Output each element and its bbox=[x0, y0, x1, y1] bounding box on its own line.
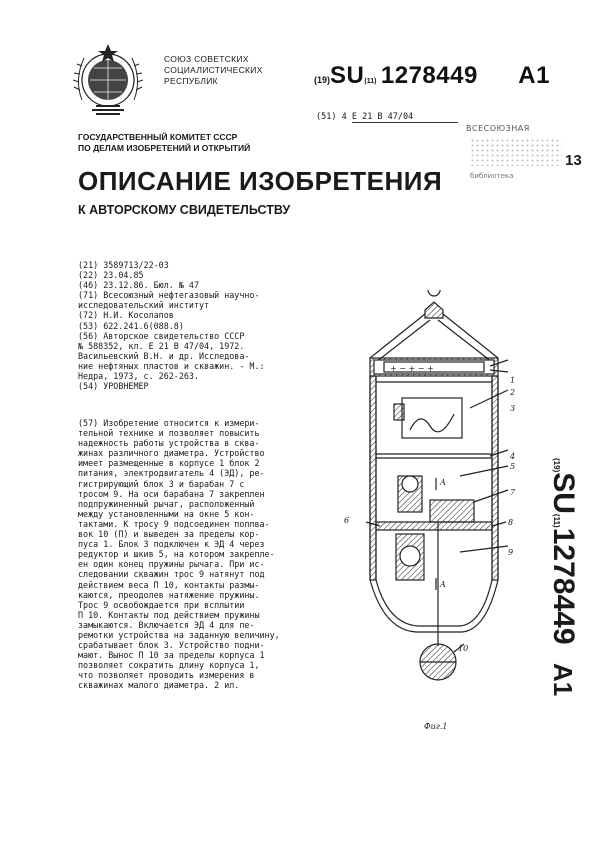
biblio-line: ние нефтяных пластов и скважин. - М.: bbox=[78, 360, 265, 371]
abstract-line: Трос 9 освобождается при всплытии bbox=[78, 599, 245, 610]
country-name bbox=[164, 54, 263, 87]
ipc-value: E 21 B 47/04 bbox=[352, 112, 458, 123]
drawing-label: 5 bbox=[510, 462, 516, 471]
org-line: СОЮЗ СОВЕТСКИХ bbox=[164, 54, 249, 64]
drawing-label: 9 bbox=[508, 548, 514, 557]
abstract-line: тактами. К тросу 9 подсоединен поплва- bbox=[78, 518, 270, 529]
biblio-line: (56) Авторское свидетельство СССР bbox=[78, 330, 245, 341]
abstract-line: жинах различного диаметра. Устройство bbox=[78, 448, 265, 459]
drawing-label: 6 bbox=[344, 516, 350, 525]
abstract-line: позволяет сократить длину корпуса 1, bbox=[78, 660, 260, 671]
document-title: ОПИСАНИЕ ИЗОБРЕТЕНИЯ bbox=[78, 166, 443, 196]
patent-number: 1278449 bbox=[547, 527, 580, 645]
abstract-line: срабатывает блок 3. Устройство подни- bbox=[78, 640, 265, 651]
abstract-line: имеет размещенные в корпусе 1 блок 2 bbox=[78, 458, 260, 469]
abstract-line: скважинах малого диаметра. 2 ил. bbox=[78, 680, 240, 691]
field-code: (51) 4 bbox=[316, 112, 347, 122]
field-code: (11) bbox=[364, 78, 377, 85]
abstract-line: надежность работы устройства в сква- bbox=[78, 438, 260, 449]
section-label: A bbox=[440, 580, 446, 589]
abstract-line: следовании скважин трос 9 натянут под bbox=[78, 569, 265, 580]
abstract-line: что позволяет проводить измерения в bbox=[78, 670, 255, 681]
biblio-line: (46) 23.12.86. Бюл. № 47 bbox=[78, 280, 200, 291]
abstract-line: между установленными на окне 5 кон- bbox=[78, 508, 255, 519]
patent-number: 1278449 bbox=[380, 62, 478, 89]
abstract-line: пуса 1. Блок 3 подключен к ЭД 4 через bbox=[78, 539, 265, 550]
drawing-label: 8 bbox=[508, 518, 514, 527]
section-label: A bbox=[440, 478, 446, 487]
svg-text:+ − + − +: + − + − + bbox=[390, 364, 434, 373]
committee-name bbox=[78, 132, 250, 154]
abstract-line: редуктор и шкив 5, на котором закрепле- bbox=[78, 549, 275, 560]
ipc-classification bbox=[316, 112, 458, 123]
committee-line: ПО ДЕЛАМ ИЗОБРЕТЕНИЙ И ОТКРЫТИЙ bbox=[78, 143, 251, 153]
biblio-line: исследовательский институт bbox=[78, 300, 210, 311]
biblio-line: № 588352, кл. Е 21 В 47/04, 1972. bbox=[78, 340, 245, 351]
abstract-line: П 10. Контакты под действием пружины bbox=[78, 609, 260, 620]
abstract-line: ен один конец пружины рычага. При ис- bbox=[78, 559, 265, 570]
biblio-line: (21) 3589713/22-03 bbox=[78, 260, 169, 270]
biblio-line: (72) Н.И. Косолапов bbox=[78, 310, 174, 321]
field-code: (19) bbox=[314, 75, 331, 85]
document-subtitle: К АВТОРСКОМУ СВИДЕТЕЛЬСТВУ bbox=[78, 203, 291, 217]
abstract bbox=[78, 418, 368, 691]
drawing-label: 2 bbox=[510, 388, 516, 397]
abstract-line: (57) Изобретение относится к измери- bbox=[78, 418, 260, 428]
side-patent-number bbox=[538, 446, 586, 706]
biblio-line: (71) Всесоюзный нефтегазовый научно- bbox=[78, 290, 260, 301]
biblio-line: (53) 622.241.6(088.8) bbox=[78, 320, 184, 331]
figure-caption: Фиг.1 bbox=[424, 722, 448, 731]
library-stamp bbox=[458, 122, 582, 192]
side-number-text bbox=[546, 458, 580, 697]
drawing-label: 1 bbox=[510, 376, 516, 385]
stamp-number: 13 bbox=[565, 152, 582, 169]
abstract-line: вок 10 (П) и выведен за пределы кор- bbox=[78, 529, 260, 540]
abstract-line: мают. Вынос П 10 за пределы корпуса 1 bbox=[78, 650, 265, 661]
biblio-line: Васильевский В.Н. и др. Исследова- bbox=[78, 350, 250, 361]
field-code: (19) bbox=[552, 458, 561, 473]
patent-number-header bbox=[314, 62, 550, 90]
drawing-label: 10 bbox=[458, 644, 469, 653]
ussr-emblem bbox=[66, 38, 150, 122]
device-drawing bbox=[340, 290, 530, 730]
document-kind: A1 bbox=[548, 662, 578, 697]
biblio-line: Недра, 1973, с. 262-263. bbox=[78, 371, 200, 382]
biblio-line: (54) УРОВНЕМЕР bbox=[78, 381, 149, 392]
drawing-label: 7 bbox=[510, 488, 516, 497]
country-code: SU bbox=[547, 472, 580, 514]
abstract-line: подпружиненный рычаг, расположенный bbox=[78, 498, 255, 509]
org-line: РЕСПУБЛИК bbox=[164, 76, 218, 86]
biblio-line: (22) 23.04.85 bbox=[78, 270, 144, 281]
stamp-footer: библиотека bbox=[470, 172, 514, 180]
country-code: SU bbox=[330, 62, 365, 89]
stamp-texture bbox=[470, 138, 562, 166]
abstract-line: каются, преодолев натяжение пружины. bbox=[78, 589, 260, 600]
abstract-line: питания, электродвигатель 4 (ЭД), ре- bbox=[78, 468, 265, 479]
abstract-line: тельной технике и позволяет повысить bbox=[78, 428, 260, 439]
committee-line: ГОСУДАРСТВЕННЫЙ КОМИТЕТ СССР bbox=[78, 132, 238, 142]
drawing-label: 4 bbox=[510, 452, 516, 461]
drawing-label: 3 bbox=[510, 404, 516, 413]
abstract-line: ремотки устройства на заданную величину, bbox=[78, 629, 280, 640]
org-line: СОЦИАЛИСТИЧЕСКИХ bbox=[164, 65, 263, 75]
abstract-line: тросом 9. На оси барабана 7 закреплен bbox=[78, 488, 265, 499]
stamp-text: ВСЕСОЮЗНАЯ bbox=[466, 124, 530, 133]
abstract-line: действием веса П 10, контакты размы- bbox=[78, 579, 260, 590]
abstract-line: гистрирующий блок 3 и барабан 7 с bbox=[78, 478, 245, 489]
field-code: (11) bbox=[552, 513, 561, 528]
bibliographic-data bbox=[78, 260, 368, 391]
document-kind: A1 bbox=[518, 62, 550, 89]
abstract-line: замыкаются. Включается ЭД 4 для пе- bbox=[78, 619, 255, 630]
